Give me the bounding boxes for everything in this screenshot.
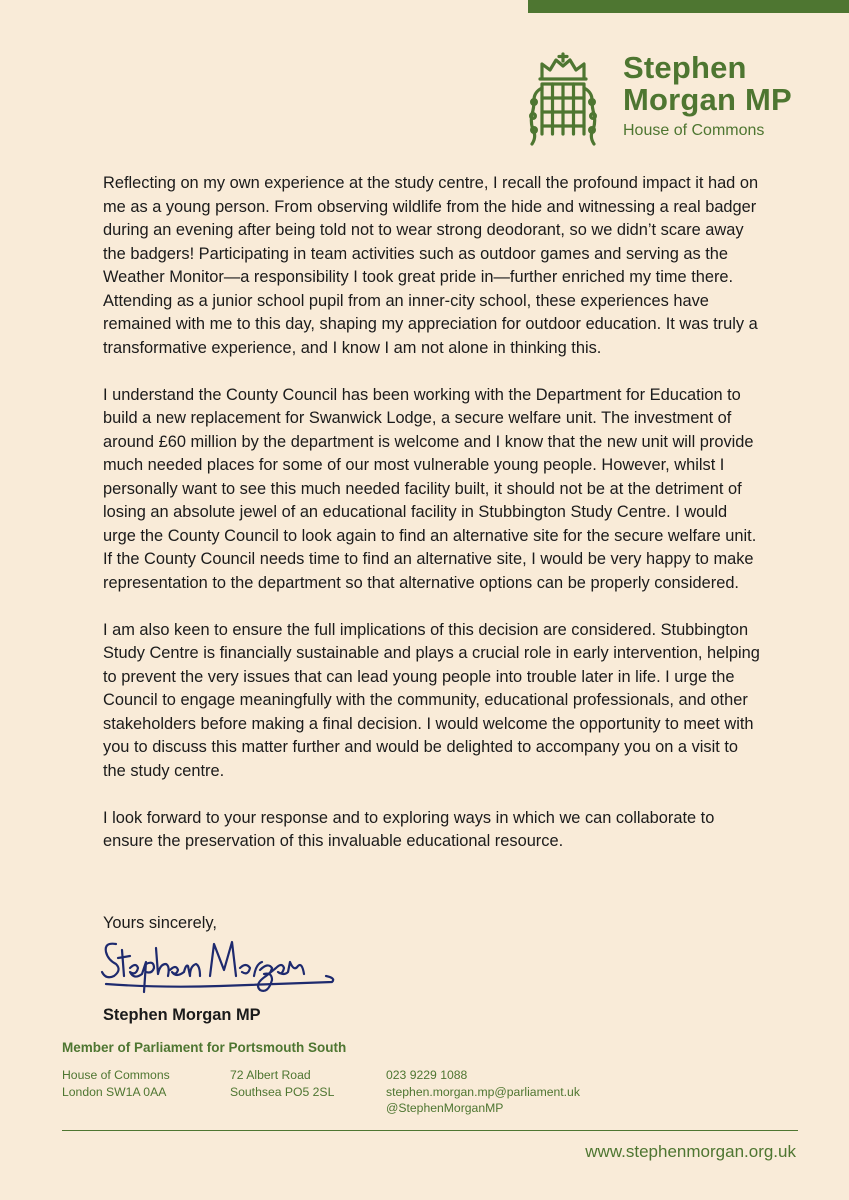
portcullis-icon [528, 52, 598, 148]
address-line: House of Commons [62, 1068, 170, 1082]
address-line: Southsea PO5 2SL [230, 1084, 335, 1099]
address-line: 72 Albert Road [230, 1068, 311, 1082]
phone-number: 023 9229 1088 [386, 1068, 468, 1082]
letterhead-subtitle: House of Commons [623, 122, 765, 139]
mp-name-line2: Morgan MP [623, 82, 792, 117]
address-line: London SW1A 0AA [62, 1084, 167, 1099]
contact-details [386, 1067, 580, 1117]
paragraph-1: Reflecting on my own experience at the study centre, I recall the profound impact it had on me as a young person. From observing wildlife from the hide and witnessing a real badger during an evening after being told not to wear strong deodorant, so we didn’t scare away the badgers! Participating in team activities such as outdoor games and serving as the Weather Monitor—a responsibility I took great pride in—further enriched my time there. Attending as a junior school pupil from an inner-city school, these experiences have remained with me to this day, shaping my appreciation for outdoor education. It was truly a transformative experience, and I know I am not alone in thinking this. [103, 174, 759, 357]
website-link[interactable]: www.stephenmorgan.org.uk [585, 1142, 796, 1161]
letter-body [103, 172, 763, 877]
address-westminster [62, 1067, 170, 1100]
closing-salutation: Yours sincerely, [103, 914, 217, 932]
handwritten-signature [100, 932, 340, 1002]
footer-divider [62, 1130, 798, 1131]
paragraph-3: I am also keen to ensure the full implications of this decision are considered. Stubbington Study Centre is financially sustainable and plays a crucial role in early intervention, helping to prevent the very issues that can lead young people into trouble later in life. I urge the Council to engage meaningfully with the community, educational professionals, and other stakeholders before making a final decision. I would welcome the opportunity to meet with you to discuss this matter further and would be delighted to accompany you on a visit to the study centre. [103, 620, 760, 780]
signer-name: Stephen Morgan MP [103, 1006, 261, 1024]
mp-name-line1: Stephen [623, 50, 747, 85]
letterhead-brand [623, 52, 792, 142]
email-address[interactable]: stephen.morgan.mp@parliament.uk [386, 1084, 580, 1099]
social-handle[interactable]: @StephenMorganMP [386, 1101, 504, 1115]
paragraph-4: I look forward to your response and to exploring ways in which we can collaborate to ensure the preservation of this invaluable educational resource. [103, 808, 715, 850]
mp-role: Member of Parliament for Portsmouth South [62, 1040, 347, 1055]
address-constituency [230, 1067, 334, 1100]
paragraph-2: I understand the County Council has been working with the Department for Education to build a new replacement for Swanwick Lodge, a secure welfare unit. The investment of around £60 million by the department is welcome and I know that the new unit will provide much needed places for some of our most vulnerable young people. However, whilst I personally want to see this much needed facility built, it should not be at the detriment of losing an absolute jewel of an educational facility in Stubbington Study Centre. I would urge the County Council to look again to find an alternative site for the secure welfare unit. If the County Council needs time to find an alternative site, I would be very happy to make representation to the department so that alternative options can be properly considered. [103, 385, 757, 592]
header-accent-bar [528, 0, 849, 13]
